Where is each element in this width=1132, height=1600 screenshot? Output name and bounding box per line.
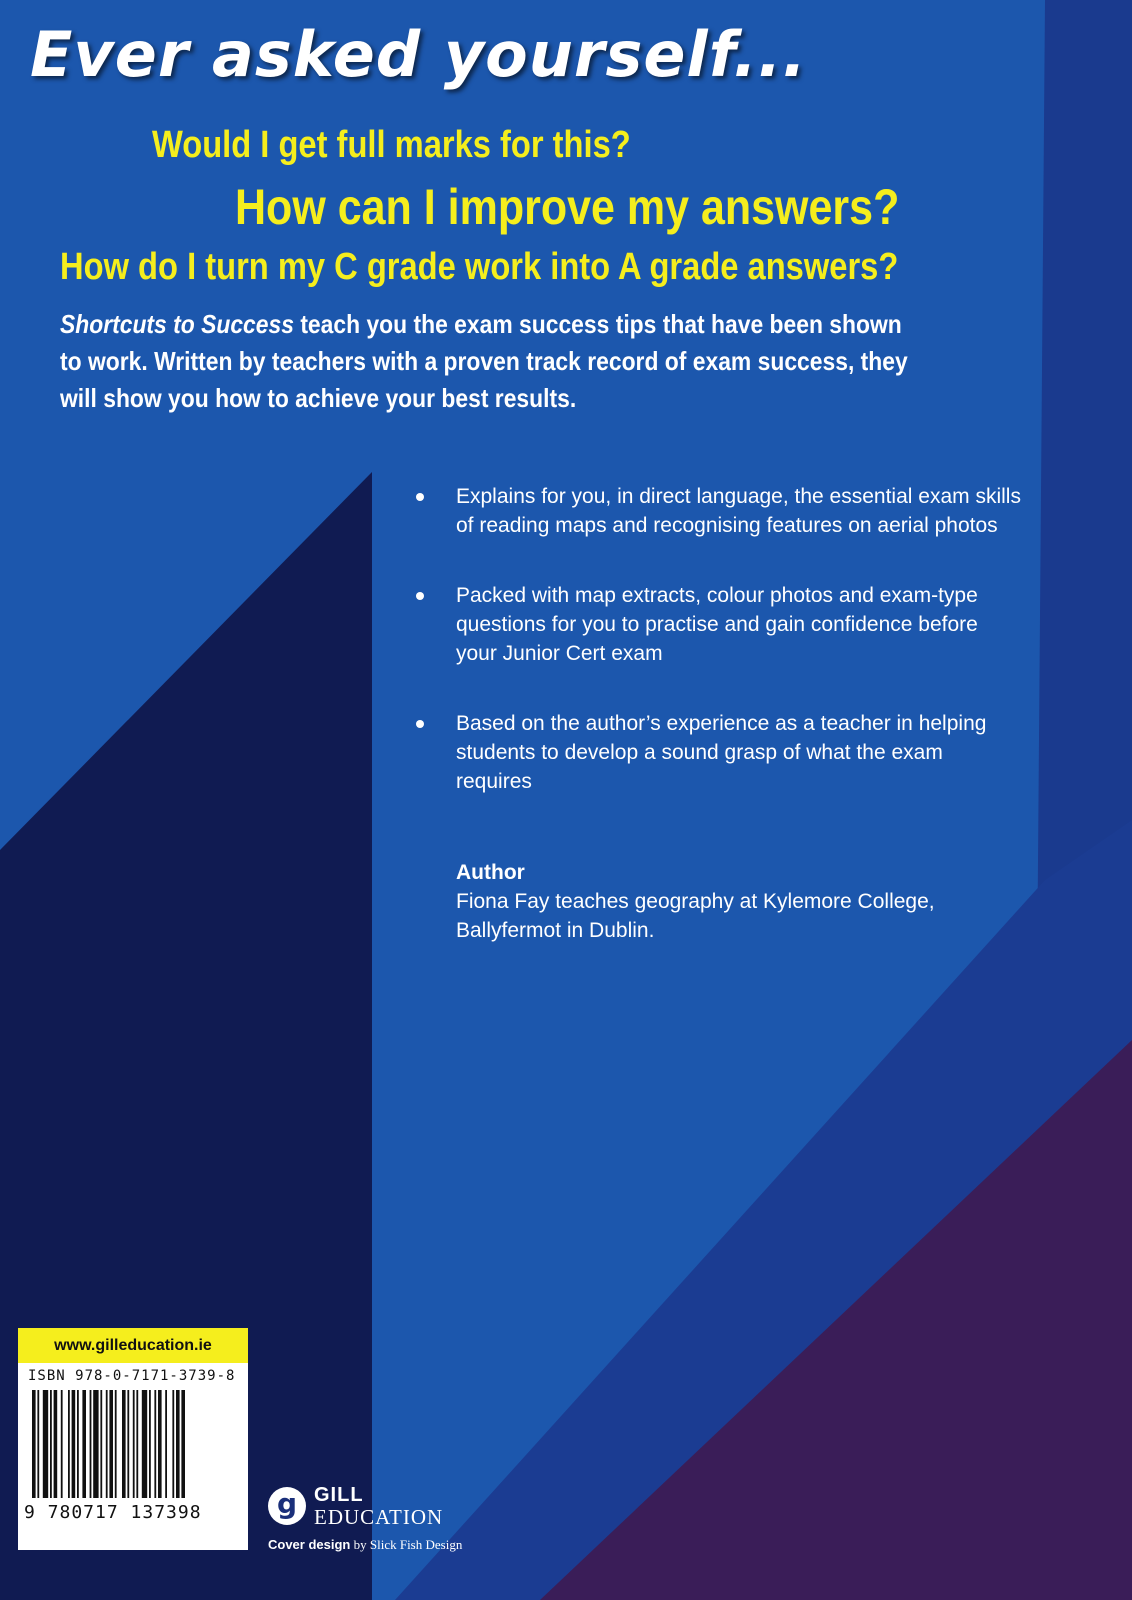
barcode-bar (72, 1390, 76, 1498)
cover-credit (268, 1537, 462, 1553)
feature-item (412, 482, 1022, 540)
publisher-logo-text (314, 1484, 443, 1528)
barcode-bar (181, 1390, 185, 1498)
barcode-bar (54, 1390, 58, 1498)
publisher-line-1: GILL (314, 1484, 364, 1506)
barcode-panel (18, 1328, 248, 1550)
barcode-bar (142, 1390, 147, 1498)
feature-item (412, 709, 1022, 796)
barcode-bar (165, 1390, 167, 1498)
barcode-bar (158, 1390, 162, 1498)
barcode-bar (43, 1390, 48, 1498)
barcode-number: 9 780717 137398 (24, 1502, 202, 1523)
barcode-bar (133, 1390, 135, 1498)
bullet-icon (416, 493, 424, 501)
feature-list (412, 482, 1022, 837)
barcode-bar (115, 1390, 117, 1498)
barcode-bar (122, 1390, 126, 1498)
barcode-bar (93, 1390, 98, 1498)
barcode-bar (61, 1390, 63, 1498)
barcode-bar (172, 1390, 174, 1498)
barcode-bar (50, 1390, 52, 1498)
publisher-line-2: EDUCATION (314, 1505, 444, 1529)
website-url: www.gilleducation.ie (18, 1328, 248, 1363)
headline: Ever asked yourself... (30, 18, 807, 91)
barcode-bar (154, 1390, 156, 1498)
bullet-icon (416, 720, 424, 728)
barcode-bar (106, 1390, 108, 1498)
barcode-bar (149, 1390, 151, 1498)
intro-text: teach you the exam success tips that have been shown to work. Written by teachers with a proven track record of exam success, they will show you how to achieve your best results. (60, 309, 908, 413)
credit-label: Cover design (268, 1537, 351, 1552)
feature-item (412, 581, 1022, 668)
feature-text: Explains for you, in direct language, the essential exam skills of reading maps and recognising features on aerial photos (456, 485, 1021, 537)
barcode-bar (77, 1390, 79, 1498)
isbn-label: ISBN 978-0-7171-3739-8 (28, 1368, 236, 1384)
barcode-bar (82, 1390, 86, 1498)
author-heading: Author (456, 861, 525, 884)
series-name: Shortcuts to Success (60, 309, 294, 339)
author-section (456, 858, 1016, 945)
credit-text: by Slick Fish Design (350, 1537, 463, 1552)
bullet-icon (416, 592, 424, 600)
barcode-bar (90, 1390, 92, 1498)
intro-paragraph (60, 306, 922, 417)
barcode-bar (176, 1390, 180, 1498)
barcode-bar (32, 1390, 36, 1498)
gill-logo-icon: g (268, 1487, 306, 1525)
feature-text: Based on the author’s experience as a teacher in helping students to develop a sound grasp of what the exam requires (456, 712, 987, 793)
barcode-bar (68, 1390, 70, 1498)
barcode-bar (109, 1390, 113, 1498)
question-1: Would I get full marks for this? (152, 124, 631, 166)
question-2: How can I improve my answers? (235, 179, 900, 235)
barcode-icon (32, 1390, 232, 1498)
barcode-bar (37, 1390, 39, 1498)
barcode-bar (100, 1390, 102, 1498)
barcode-bar (127, 1390, 129, 1498)
barcode-bar (136, 1390, 138, 1498)
feature-text: Packed with map extracts, colour photos and exam-type questions for you to practise and gain confidence before your Junior Cert exam (456, 584, 978, 665)
author-bio: Fiona Fay teaches geography at Kylemore College, Ballyfermot in Dublin. (456, 890, 935, 942)
question-3: How do I turn my C grade work into A grade answers? (60, 246, 899, 288)
